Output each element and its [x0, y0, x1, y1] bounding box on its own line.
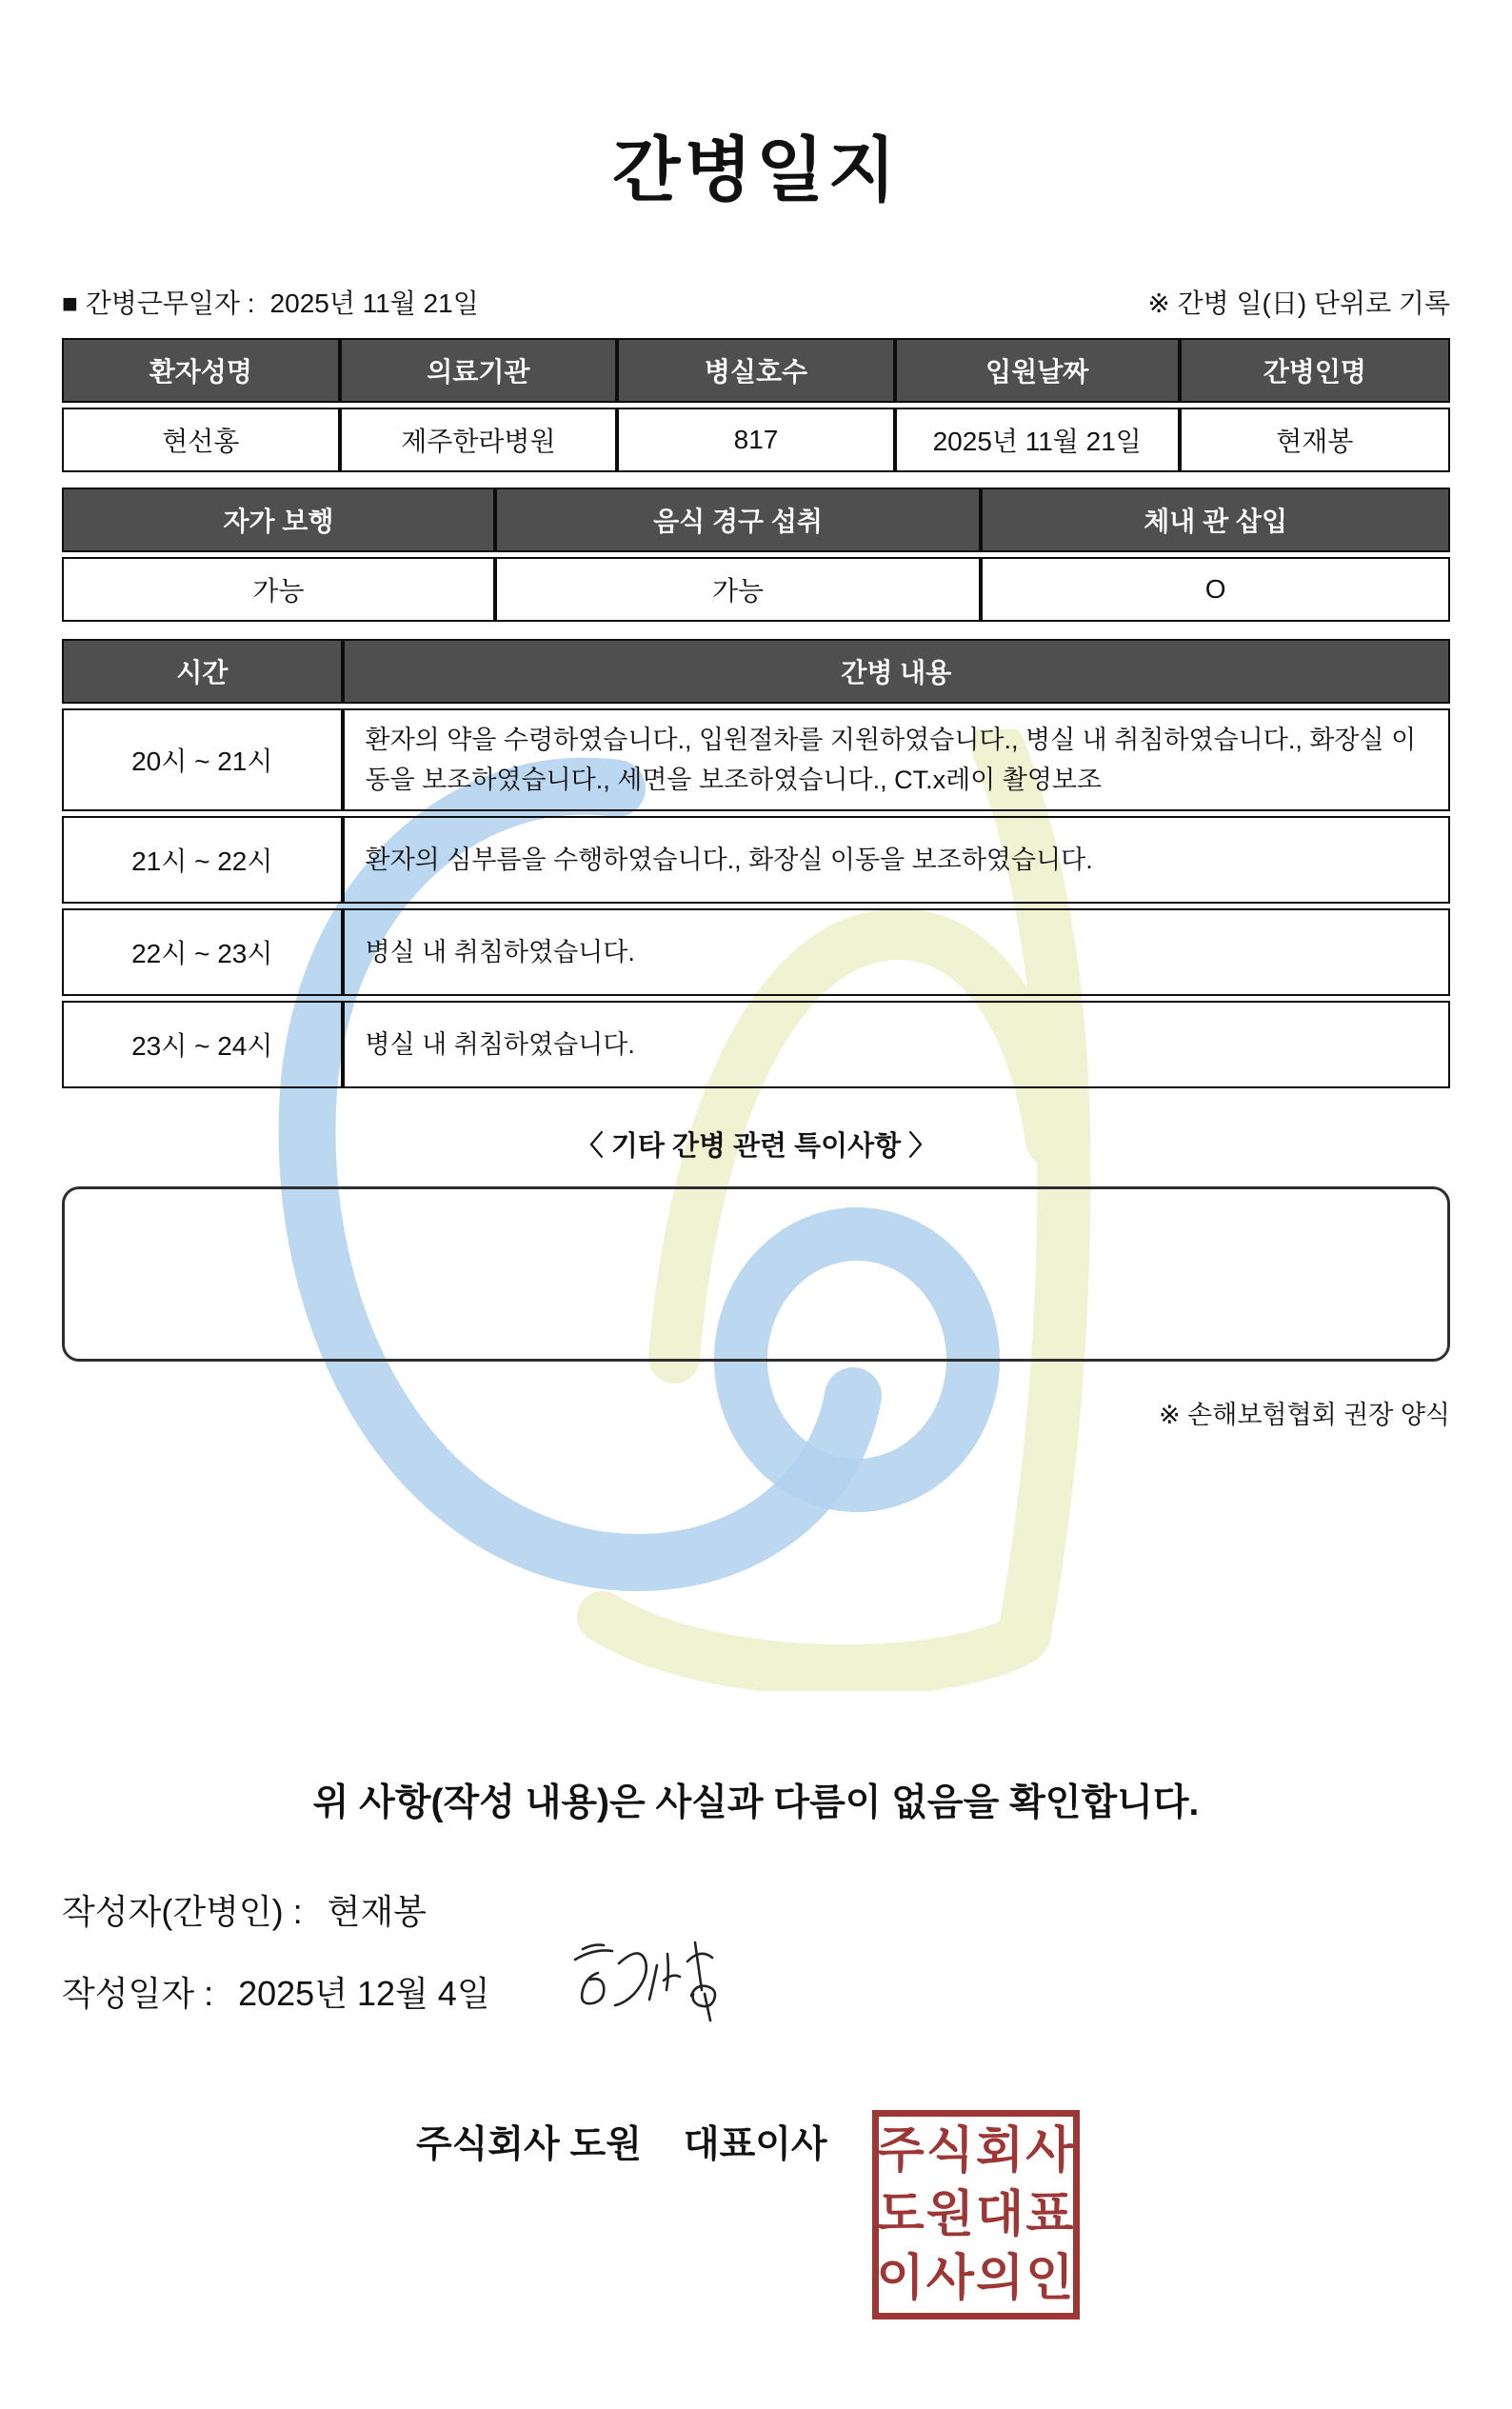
caregiver-name-header: 간병인명	[1180, 338, 1450, 403]
admission-date-value: 2025년 11월 21일	[895, 408, 1180, 472]
patient-header-row	[62, 338, 1450, 403]
care-log-time: 21시 ~ 22시	[62, 816, 343, 904]
care-log-time: 22시 ~ 23시	[62, 908, 343, 996]
status-header-row	[62, 488, 1450, 552]
recommended-form-note: ※ 손해보험협회 권장 양식	[1159, 1401, 1450, 1429]
care-log-content: 환자의 약을 수령하였습니다., 입원절차를 지원하였습니다., 병실 내 취침하였습니다., 화장실 이동을 보조하였습니다., 세면을 보조하였습니다., CT.x레이 촬영보조	[343, 708, 1450, 811]
care-log-table	[62, 634, 1450, 1093]
patient-info-table	[62, 333, 1450, 477]
care-journal-document	[0, 130, 1512, 2306]
care-log-row	[62, 908, 1450, 996]
record-unit-note: ※ 간병 일(日) 단위로 기록	[1147, 289, 1450, 318]
writer-label: 작성자(간병인) :	[62, 1892, 303, 1931]
room-number-header: 병실호수	[617, 338, 895, 403]
writer-name: 현재봉	[327, 1892, 427, 1931]
medical-institution-header: 의료기관	[340, 338, 618, 403]
confirmation-statement: 위 사항(작성 내용)은 사실과 다름이 없음을 확인합니다.	[312, 1782, 1200, 1823]
care-log-row	[62, 708, 1450, 811]
care-log-time: 20시 ~ 21시	[62, 708, 343, 811]
self-walking-header: 자가 보행	[62, 488, 495, 552]
company-title: 대표이사	[683, 2124, 827, 2165]
room-number-value: 817	[617, 408, 895, 472]
status-value-row	[62, 557, 1450, 622]
caregiver-name-value: 현재봉	[1180, 408, 1450, 472]
page-title: 간병일지	[612, 130, 900, 209]
self-walking-value: 가능	[62, 557, 495, 622]
care-log-time: 23시 ~ 24시	[62, 1001, 343, 1088]
work-date-value: 2025년 11월 21일	[269, 289, 479, 318]
tube-insertion-value: O	[981, 557, 1450, 622]
care-content-header: 간병 내용	[343, 639, 1450, 704]
patient-name-header: 환자성명	[62, 338, 340, 403]
patient-value-row	[62, 408, 1450, 472]
time-header: 시간	[62, 639, 343, 704]
written-date-value: 2025년 12월 4일	[238, 1974, 490, 2013]
special-notes-box	[62, 1186, 1450, 1362]
writer-line	[62, 1891, 1450, 1933]
tube-insertion-header: 체내 관 삽입	[981, 488, 1450, 552]
care-log-row	[62, 816, 1450, 904]
work-date	[62, 288, 479, 320]
company-name: 주식회사 도원	[416, 2124, 642, 2165]
corporate-seal-stamp	[872, 2110, 1080, 2319]
care-log-row	[62, 1001, 1450, 1088]
meta-row	[62, 288, 1450, 320]
work-date-label: ■ 간병근무일자 :	[62, 289, 255, 318]
handwritten-signature	[569, 1935, 733, 2026]
written-date-line	[62, 1973, 1450, 2015]
admission-date-header: 입원날짜	[895, 338, 1180, 403]
company-line	[62, 2123, 1450, 2167]
oral-intake-value: 가능	[495, 557, 981, 622]
care-log-content: 병실 내 취침하였습니다.	[343, 908, 1450, 996]
medical-institution-value: 제주한라병원	[340, 408, 618, 472]
oral-intake-header: 음식 경구 섭취	[495, 488, 981, 552]
care-log-content: 병실 내 취침하였습니다.	[343, 1001, 1450, 1088]
special-notes-title: 〈 기타 간병 관련 특이사항 〉	[575, 1131, 937, 1162]
stamp-text-line: 이사의인	[876, 2251, 1076, 2306]
care-log-header-row	[62, 639, 1450, 704]
patient-status-table	[62, 483, 1450, 627]
care-log-content: 환자의 심부름을 수행하였습니다., 화장실 이동을 보조하였습니다.	[343, 816, 1450, 904]
written-date-label: 작성일자 :	[62, 1974, 214, 2013]
stamp-text-line: 도원대표	[876, 2187, 1076, 2242]
patient-name-value: 현선홍	[62, 408, 340, 472]
stamp-text-line: 주식회사	[876, 2123, 1076, 2179]
